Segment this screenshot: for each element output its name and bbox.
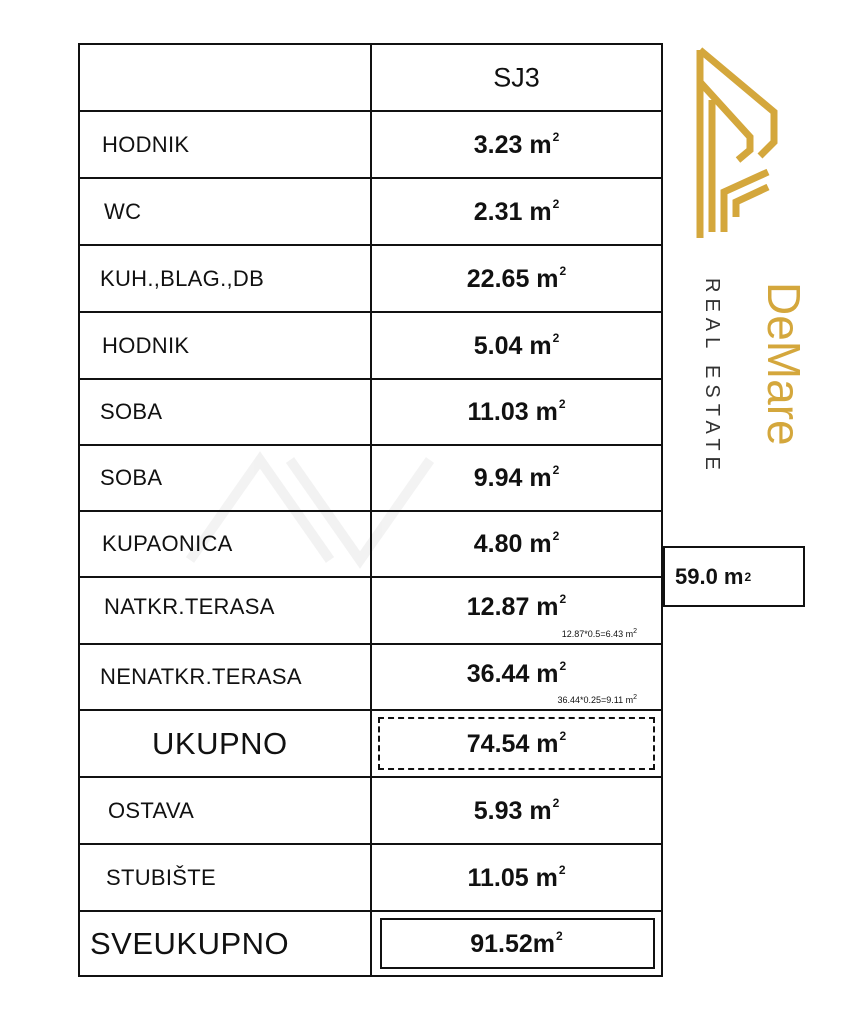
- table-row: [80, 380, 661, 446]
- room-area: 9.94 $m^2$: [473, 463, 560, 492]
- table-row: [80, 179, 661, 246]
- ukupno-row: [80, 711, 661, 778]
- ukupno-value: 74.54 $m^2$: [466, 728, 567, 758]
- side-total-value: 59.0 m: [675, 563, 744, 589]
- table-row: [80, 112, 661, 179]
- room-label: WC: [104, 198, 142, 224]
- unit-title: SJ3: [493, 62, 540, 92]
- room-area: 11.03 $m^2$: [467, 397, 566, 426]
- house-arrow-icon: [700, 50, 774, 238]
- area-calculation-note: 36.44*0.25=9.11 $m^2$: [557, 694, 637, 705]
- brand-tagline: REAL ESTATE: [701, 278, 723, 476]
- table-row: [80, 578, 661, 645]
- table-row: [80, 446, 661, 512]
- ukupno-label: UKUPNO: [152, 725, 288, 761]
- room-area: 36.44 $m^2$: [466, 658, 567, 688]
- room-label: HODNIK: [102, 131, 190, 157]
- area-table: [78, 43, 663, 977]
- room-area: 12.87 $m^2$: [466, 592, 567, 622]
- room-label: NATKR.TERASA: [104, 594, 275, 620]
- room-area: 5.93 $m^2$: [473, 795, 560, 825]
- table-header-row: [80, 45, 661, 112]
- brand-name: DeMare: [758, 282, 810, 446]
- room-label: HODNIK: [102, 332, 190, 358]
- table-row: [80, 313, 661, 380]
- room-label: NENATKR.TERASA: [100, 664, 302, 689]
- room-area: 11.05 $m^2$: [467, 862, 566, 892]
- room-label: SOBA: [100, 399, 163, 424]
- room-area: 2.31 $m^2$: [473, 196, 560, 226]
- room-label: STUBIŠTE: [106, 864, 216, 890]
- room-label: OSTAVA: [108, 797, 195, 823]
- room-label: KUH.,BLAG.,DB: [100, 265, 265, 291]
- table-row: [80, 778, 661, 845]
- area-calculation-note: 12.87*0.5=6.43 $m^2$: [561, 628, 637, 639]
- sveukupno-value: $91.52m^2$: [470, 928, 563, 958]
- table-row: [80, 512, 661, 578]
- demare-logo: [690, 42, 810, 482]
- room-area: 4.80 $m^2$: [473, 529, 560, 558]
- table-row: [80, 246, 661, 313]
- room-area: 3.23 $m^2$: [473, 129, 560, 159]
- room-label: SOBA: [100, 465, 163, 490]
- room-label: KUPAONICA: [102, 531, 233, 556]
- sveukupno-row: [80, 912, 661, 975]
- room-area: 5.04 $m^2$: [473, 330, 560, 360]
- table-row: [80, 645, 661, 711]
- sveukupno-label: SVEUKUPNO: [90, 925, 290, 961]
- side-total-box: 59.0 m 2: [663, 546, 805, 607]
- room-area: 22.65 $m^2$: [466, 263, 567, 293]
- table-row: [80, 845, 661, 912]
